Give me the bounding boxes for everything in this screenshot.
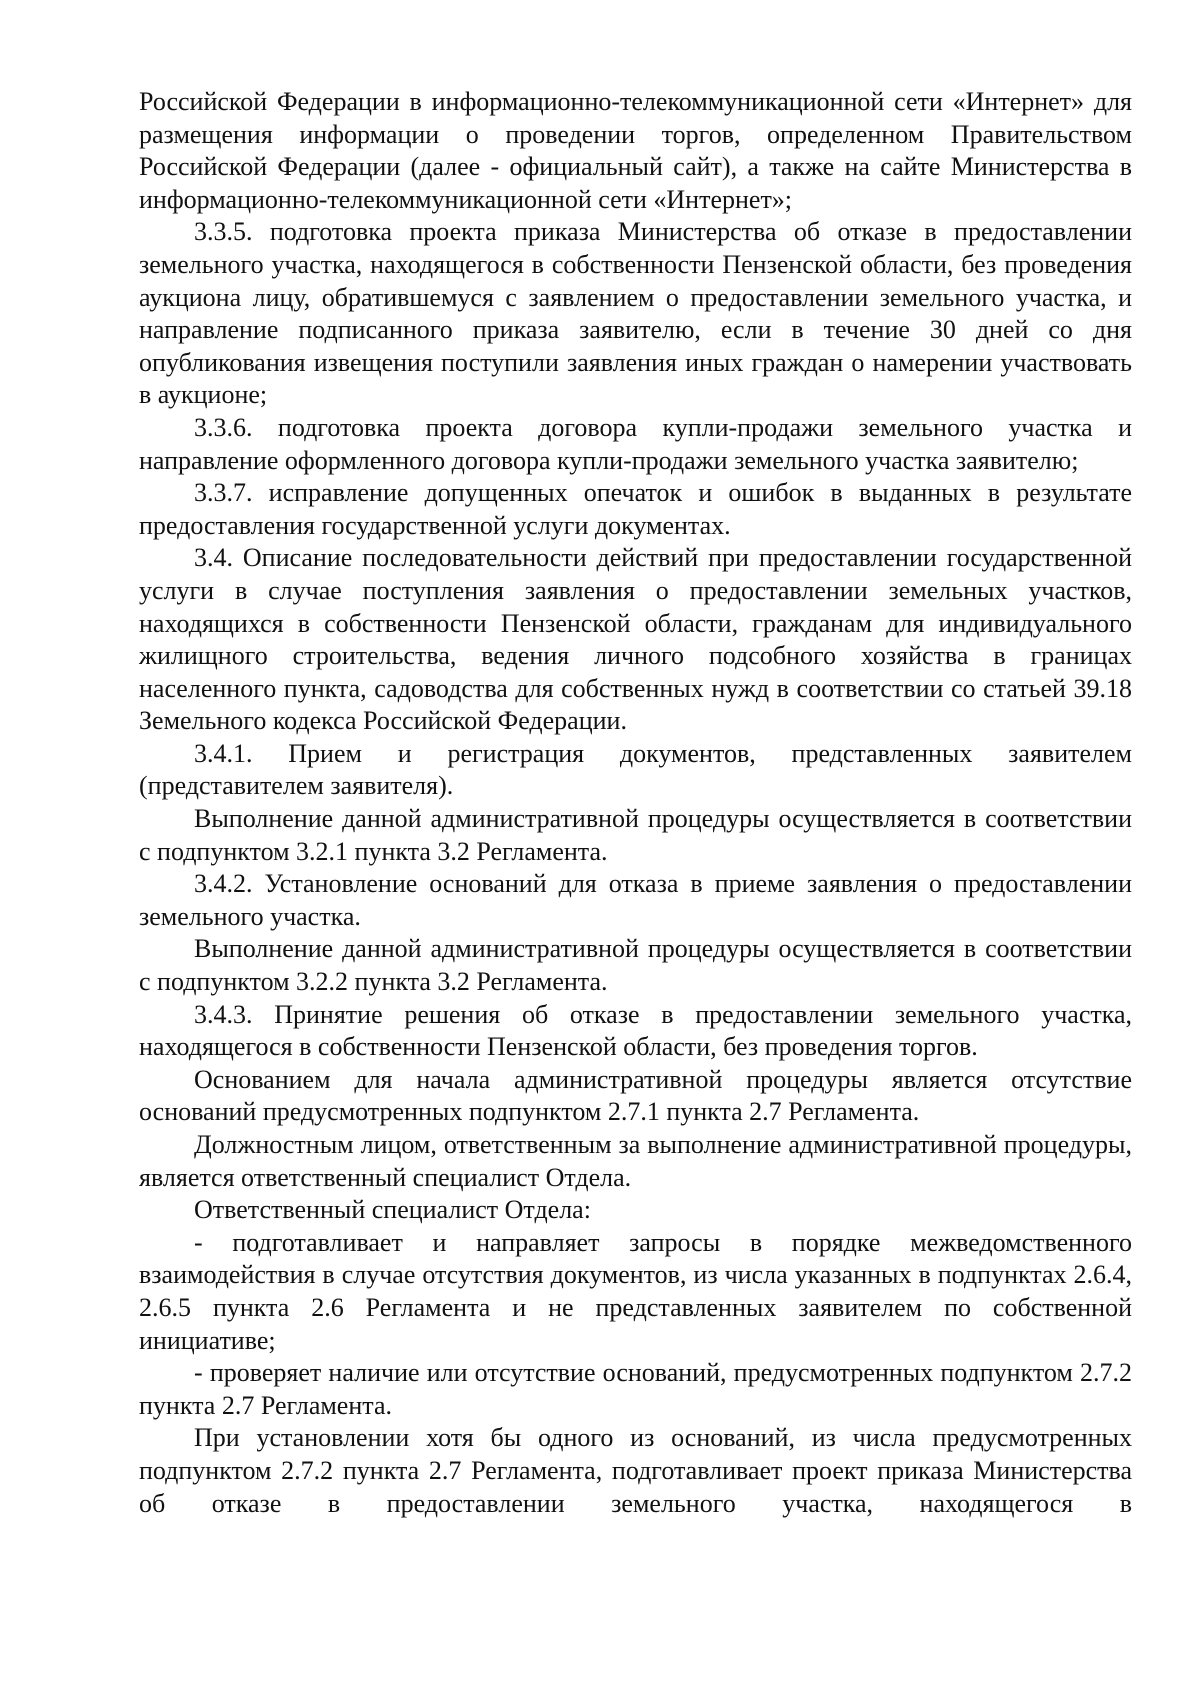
- paragraph-3-4: 3.4. Описание последовательности действий при предоставлении государственной услуги в случае поступления заявления о предоставлении земельных участков, находящихся в собственности Пензенской области, гражданам для индивидуального жилищного строительства, ведения личного подсобного хозяйства в границах населенного пункта, садоводства для собственных нужд в соответствии со статьей 39.18 Земельного кодекса Российской Федерации.: [139, 543, 1132, 736]
- paragraph-continuation-official-site: Российской Федерации в информационно-телекоммуникационной сети «Интернет» для размещения информации о проведении торгов, определенном Правительством Российской Федерации (далее - официальный сайт), а также на сайте Министерства в информационно-телекоммуникационной сети «Интернет»;: [139, 87, 1132, 214]
- paragraph-3-3-6: 3.3.6. подготовка проекта договора купли-продажи земельного участка и направление оформленного договора купли-продажи земельного участка заявителю;: [139, 412, 1132, 475]
- paragraph-specialist-header: Ответственный специалист Отдела:: [194, 1195, 591, 1225]
- paragraph-3-4-3: 3.4.3. Принятие решения об отказе в предоставлении земельного участка, находящегося в собственности Пензенской области, без проведения торгов.: [139, 999, 1132, 1062]
- paragraph-3-4-2: 3.4.2. Установление оснований для отказа в приеме заявления о предоставлении земельного участка.: [139, 869, 1132, 931]
- paragraph-3-3-7: 3.3.7. исправление допущенных опечаток и ошибок в выданных в результате предоставления государственной услуги документах.: [139, 478, 1132, 540]
- paragraph-refusal-order: При установлении хотя бы одного из оснований, из числа предусмотренных подпунктом 2.7.2 пункта 2.7 Регламента, подготавливает проект приказа Министерства об отказе в предоставлении земельного участка, находящегося в: [139, 1423, 1132, 1518]
- paragraph-3-4-2-execution: Выполнение данной административной процедуры осуществляется в соответствии с подпунктом 3.2.2 пункта 3.2 Регламента.: [139, 934, 1132, 997]
- list-item-checks: - проверяет наличие или отсутствие оснований, предусмотренных подпунктом 2.7.2 пункта 2.7 Регламента.: [139, 1358, 1132, 1420]
- paragraph-responsible-official: Должностным лицом, ответственным за выполнение административной процедуры, является ответственный специалист Отдела.: [139, 1130, 1132, 1192]
- paragraph-grounds: Основанием для начала административной процедуры является отсутствие оснований предусмотренных подпунктом 2.7.1 пункта 2.7 Регламента.: [139, 1064, 1132, 1127]
- document-page: [139, 86, 1132, 1520]
- list-item-requests: - подготавливает и направляет запросы в порядке межведомственного взаимодействия в случае отсутствия документов, из числа указанных в подпунктах 2.6.4, 2.6.5 пункта 2.6 Регламента и не представленных заявителем по собственной инициативе;: [139, 1227, 1132, 1355]
- paragraph-3-3-5: 3.3.5. подготовка проекта приказа Министерства об отказе в предоставлении земельного участка, находящегося в собственности Пензенской области, без проведения аукциона лицу, обратившемуся с заявлением о предоставлении земельного участка, и направление подписанного приказа заявителю, если в течение 30 дней со дня опубликования извещения поступили заявления иных граждан о намерении участвовать в аукционе;: [139, 217, 1132, 410]
- paragraph-3-4-1-execution: Выполнение данной административной процедуры осуществляется в соответствии с подпунктом 3.2.1 пункта 3.2 Регламента.: [139, 804, 1132, 866]
- paragraph-3-4-1: 3.4.1. Прием и регистрация документов, представленных заявителем (представителем заявителя).: [139, 738, 1132, 801]
